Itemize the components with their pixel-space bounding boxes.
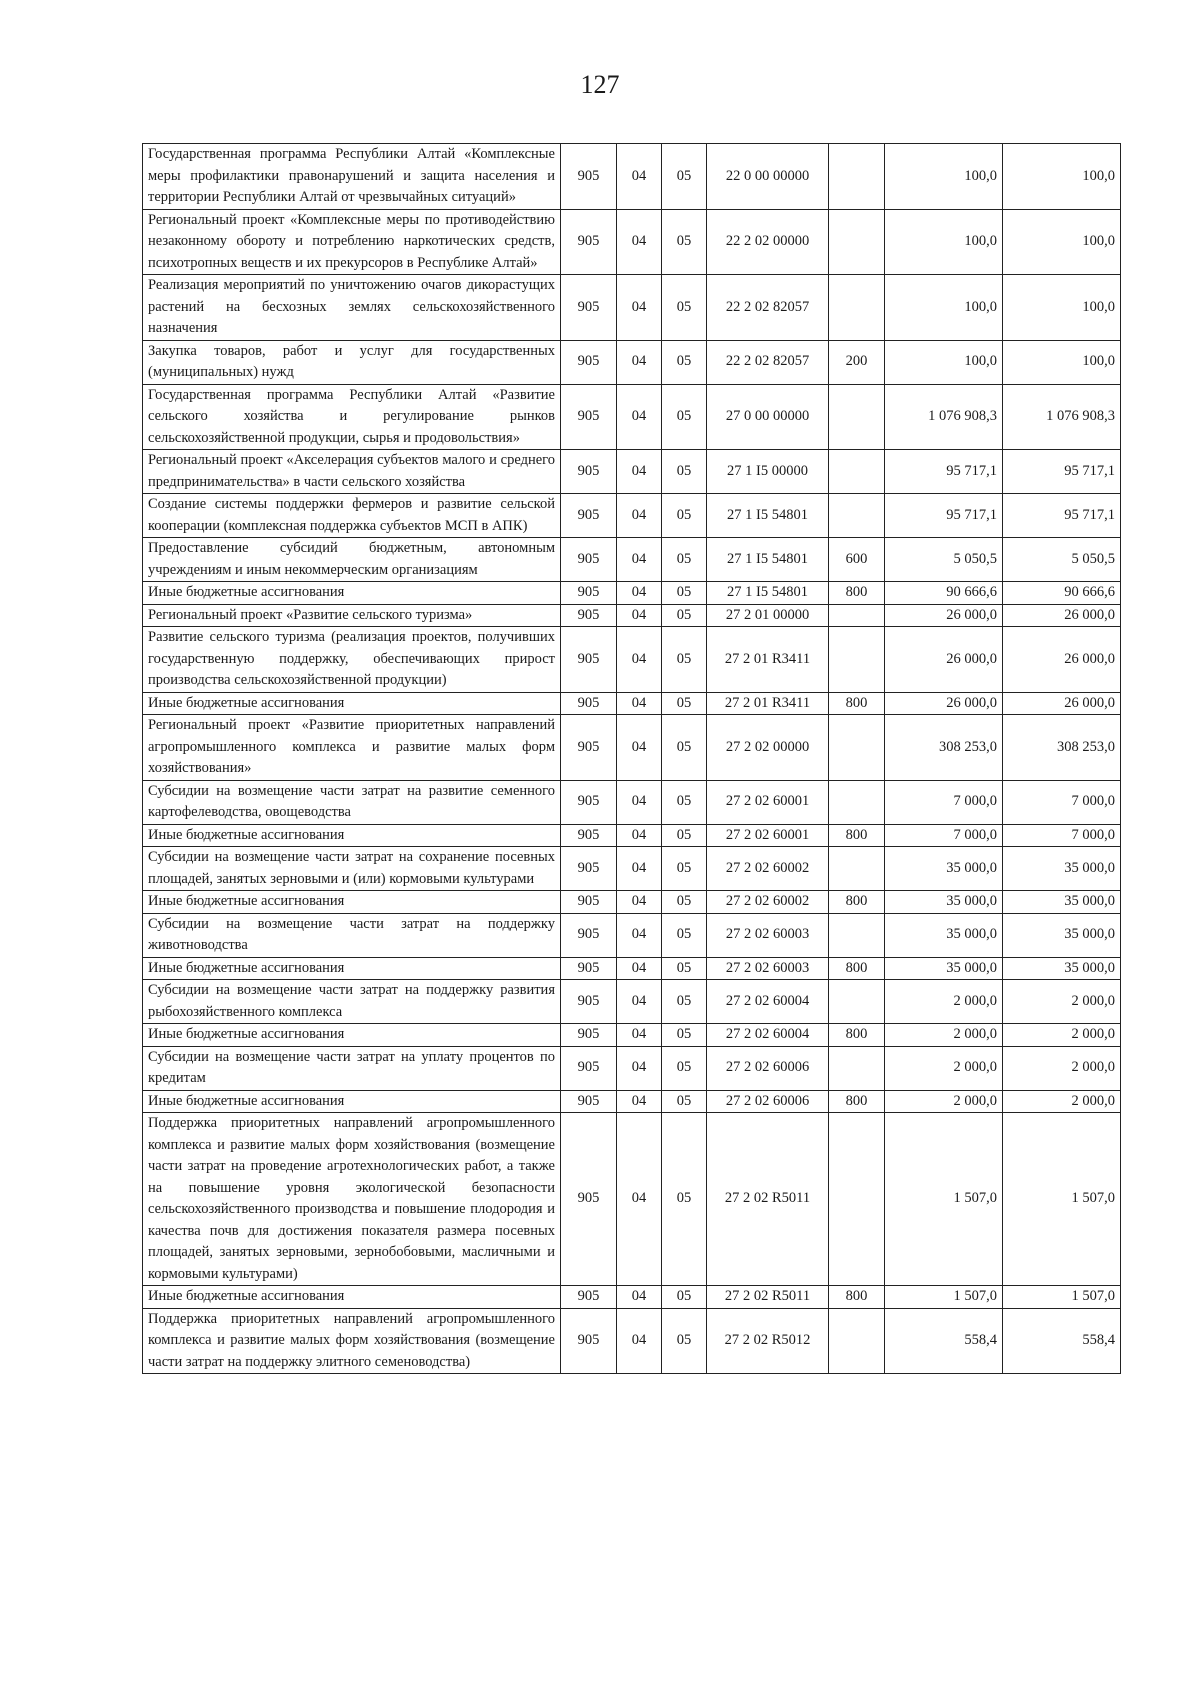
row-amount-year-1: 35 000,0 [885, 847, 1003, 891]
table-row [143, 1024, 1121, 1047]
table-row [143, 209, 1121, 275]
row-grbs-code: 905 [561, 384, 617, 450]
row-section-code: 04 [617, 275, 662, 341]
table-row [143, 692, 1121, 715]
row-subsection-code: 05 [662, 715, 707, 781]
row-amount-year-2: 558,4 [1003, 1308, 1121, 1374]
row-grbs-code: 905 [561, 1286, 617, 1309]
row-expense-type-code [829, 847, 885, 891]
row-target-article-code: 27 1 I5 54801 [707, 582, 829, 605]
row-section-code: 04 [617, 340, 662, 384]
row-amount-year-2: 7 000,0 [1003, 824, 1121, 847]
row-target-article-code: 27 2 02 60002 [707, 891, 829, 914]
row-section-code: 04 [617, 913, 662, 957]
row-amount-year-1: 26 000,0 [885, 692, 1003, 715]
row-amount-year-2: 1 507,0 [1003, 1113, 1121, 1286]
table-row [143, 913, 1121, 957]
row-target-article-code: 27 2 02 60006 [707, 1090, 829, 1113]
row-amount-year-2: 90 666,6 [1003, 582, 1121, 605]
row-name: Закупка товаров, работ и услуг для государственных (муниципальных) нужд [143, 340, 561, 384]
row-grbs-code: 905 [561, 847, 617, 891]
row-amount-year-1: 1 507,0 [885, 1286, 1003, 1309]
table-row [143, 1046, 1121, 1090]
row-subsection-code: 05 [662, 1308, 707, 1374]
row-amount-year-1: 308 253,0 [885, 715, 1003, 781]
row-name: Предоставление субсидий бюджетным, автономным учреждениям и иным некоммерческим организациям [143, 538, 561, 582]
table-row [143, 340, 1121, 384]
row-amount-year-2: 308 253,0 [1003, 715, 1121, 781]
row-amount-year-1: 558,4 [885, 1308, 1003, 1374]
row-target-article-code: 27 2 02 R5011 [707, 1113, 829, 1286]
row-section-code: 04 [617, 1308, 662, 1374]
row-grbs-code: 905 [561, 538, 617, 582]
table-row [143, 538, 1121, 582]
table-row [143, 582, 1121, 605]
row-section-code: 04 [617, 627, 662, 693]
table-row [143, 780, 1121, 824]
row-name: Создание системы поддержки фермеров и развитие сельской кооперации (комплексная поддержка субъектов МСП в АПК) [143, 494, 561, 538]
row-subsection-code: 05 [662, 627, 707, 693]
row-grbs-code: 905 [561, 1046, 617, 1090]
row-section-code: 04 [617, 1024, 662, 1047]
row-grbs-code: 905 [561, 450, 617, 494]
row-amount-year-1: 26 000,0 [885, 627, 1003, 693]
row-target-article-code: 27 1 I5 54801 [707, 538, 829, 582]
row-name: Региональный проект «Развитие сельского туризма» [143, 604, 561, 627]
row-subsection-code: 05 [662, 780, 707, 824]
row-target-article-code: 27 2 02 60004 [707, 980, 829, 1024]
row-name: Иные бюджетные ассигнования [143, 1286, 561, 1309]
row-subsection-code: 05 [662, 980, 707, 1024]
row-expense-type-code [829, 1113, 885, 1286]
row-section-code: 04 [617, 780, 662, 824]
table-row [143, 980, 1121, 1024]
row-expense-type-code [829, 209, 885, 275]
row-grbs-code: 905 [561, 1308, 617, 1374]
row-amount-year-1: 35 000,0 [885, 957, 1003, 980]
row-amount-year-2: 35 000,0 [1003, 847, 1121, 891]
row-amount-year-1: 7 000,0 [885, 824, 1003, 847]
row-target-article-code: 27 1 I5 54801 [707, 494, 829, 538]
row-name: Субсидии на возмещение части затрат на поддержку животноводства [143, 913, 561, 957]
page-number: 127 [580, 70, 620, 99]
row-subsection-code: 05 [662, 1024, 707, 1047]
row-expense-type-code [829, 450, 885, 494]
table-row [143, 715, 1121, 781]
table-row [143, 144, 1121, 210]
row-expense-type-code [829, 980, 885, 1024]
row-amount-year-2: 2 000,0 [1003, 1024, 1121, 1047]
row-section-code: 04 [617, 824, 662, 847]
row-expense-type-code: 800 [829, 1090, 885, 1113]
row-expense-type-code: 800 [829, 957, 885, 980]
row-expense-type-code [829, 1046, 885, 1090]
row-amount-year-2: 1 507,0 [1003, 1286, 1121, 1309]
row-subsection-code: 05 [662, 450, 707, 494]
row-target-article-code: 27 2 01 R3411 [707, 692, 829, 715]
row-subsection-code: 05 [662, 891, 707, 914]
row-subsection-code: 05 [662, 275, 707, 341]
row-section-code: 04 [617, 209, 662, 275]
row-subsection-code: 05 [662, 340, 707, 384]
row-grbs-code: 905 [561, 891, 617, 914]
row-subsection-code: 05 [662, 582, 707, 605]
row-expense-type-code: 800 [829, 692, 885, 715]
row-expense-type-code: 800 [829, 1024, 885, 1047]
row-amount-year-2: 2 000,0 [1003, 980, 1121, 1024]
row-expense-type-code: 800 [829, 891, 885, 914]
row-section-code: 04 [617, 891, 662, 914]
row-amount-year-1: 2 000,0 [885, 1024, 1003, 1047]
row-name: Реализация мероприятий по уничтожению очагов дикорастущих растений на бесхозных землях сельскохозяйственного назначения [143, 275, 561, 341]
table-row [143, 627, 1121, 693]
row-amount-year-1: 100,0 [885, 275, 1003, 341]
row-subsection-code: 05 [662, 494, 707, 538]
row-grbs-code: 905 [561, 627, 617, 693]
row-name: Иные бюджетные ассигнования [143, 1024, 561, 1047]
row-expense-type-code [829, 275, 885, 341]
row-section-code: 04 [617, 384, 662, 450]
row-subsection-code: 05 [662, 538, 707, 582]
row-amount-year-2: 100,0 [1003, 144, 1121, 210]
row-name: Субсидии на возмещение части затрат на поддержку развития рыбохозяйственного комплекса [143, 980, 561, 1024]
row-section-code: 04 [617, 144, 662, 210]
row-target-article-code: 27 2 02 60001 [707, 824, 829, 847]
row-name: Иные бюджетные ассигнования [143, 692, 561, 715]
row-amount-year-2: 26 000,0 [1003, 692, 1121, 715]
row-target-article-code: 22 2 02 82057 [707, 275, 829, 341]
row-section-code: 04 [617, 1286, 662, 1309]
row-amount-year-1: 35 000,0 [885, 913, 1003, 957]
row-amount-year-2: 100,0 [1003, 275, 1121, 341]
row-grbs-code: 905 [561, 957, 617, 980]
budget-table-body [143, 144, 1121, 1374]
row-target-article-code: 27 1 I5 00000 [707, 450, 829, 494]
row-amount-year-1: 100,0 [885, 340, 1003, 384]
row-subsection-code: 05 [662, 1090, 707, 1113]
row-amount-year-1: 95 717,1 [885, 494, 1003, 538]
row-name: Региональный проект «Развитие приоритетных направлений агропромышленного комплекса и развитие малых форм хозяйствования» [143, 715, 561, 781]
row-amount-year-1: 100,0 [885, 209, 1003, 275]
row-section-code: 04 [617, 538, 662, 582]
row-amount-year-1: 2 000,0 [885, 1090, 1003, 1113]
row-target-article-code: 22 2 02 00000 [707, 209, 829, 275]
row-amount-year-1: 100,0 [885, 144, 1003, 210]
row-section-code: 04 [617, 692, 662, 715]
table-row [143, 494, 1121, 538]
row-target-article-code: 27 2 02 60004 [707, 1024, 829, 1047]
row-subsection-code: 05 [662, 1286, 707, 1309]
row-grbs-code: 905 [561, 494, 617, 538]
row-grbs-code: 905 [561, 824, 617, 847]
row-name: Государственная программа Республики Алтай «Комплексные меры профилактики правонарушений и защита населения и территории Республики Алтай от чрезвычайных ситуаций» [143, 144, 561, 210]
row-target-article-code: 27 2 02 R5011 [707, 1286, 829, 1309]
row-amount-year-2: 100,0 [1003, 340, 1121, 384]
row-expense-type-code [829, 780, 885, 824]
row-section-code: 04 [617, 957, 662, 980]
table-row [143, 847, 1121, 891]
row-grbs-code: 905 [561, 1113, 617, 1286]
row-grbs-code: 905 [561, 1024, 617, 1047]
row-name: Иные бюджетные ассигнования [143, 1090, 561, 1113]
row-amount-year-1: 2 000,0 [885, 980, 1003, 1024]
row-amount-year-2: 2 000,0 [1003, 1090, 1121, 1113]
table-row [143, 1308, 1121, 1374]
row-name: Субсидии на возмещение части затрат на сохранение посевных площадей, занятых зерновыми и (или) кормовыми культурами [143, 847, 561, 891]
row-section-code: 04 [617, 604, 662, 627]
row-section-code: 04 [617, 450, 662, 494]
row-expense-type-code [829, 494, 885, 538]
row-amount-year-1: 2 000,0 [885, 1046, 1003, 1090]
row-amount-year-2: 5 050,5 [1003, 538, 1121, 582]
row-expense-type-code [829, 913, 885, 957]
row-target-article-code: 27 2 02 60003 [707, 957, 829, 980]
row-section-code: 04 [617, 980, 662, 1024]
row-amount-year-1: 1 507,0 [885, 1113, 1003, 1286]
row-amount-year-2: 95 717,1 [1003, 494, 1121, 538]
row-section-code: 04 [617, 715, 662, 781]
row-target-article-code: 27 2 02 R5012 [707, 1308, 829, 1374]
table-row [143, 1090, 1121, 1113]
row-target-article-code: 27 0 00 00000 [707, 384, 829, 450]
row-expense-type-code [829, 627, 885, 693]
row-target-article-code: 22 0 00 00000 [707, 144, 829, 210]
row-name: Субсидии на возмещение части затрат на развитие семенного картофелеводства, овощеводства [143, 780, 561, 824]
row-expense-type-code: 800 [829, 1286, 885, 1309]
row-name: Субсидии на возмещение части затрат на уплату процентов по кредитам [143, 1046, 561, 1090]
row-grbs-code: 905 [561, 980, 617, 1024]
table-row [143, 604, 1121, 627]
row-target-article-code: 27 2 02 00000 [707, 715, 829, 781]
row-name: Поддержка приоритетных направлений агропромышленного комплекса и развитие малых форм хозяйствования (возмещение части затрат на проведение агротехнологических работ, а также на повышение уровня экологической безопасности сельскохозяйственного производства и повышение плодородия и качества почв для достижения показателя размера посевных площадей, занятых зерновыми, зернобобовыми, масличными и кормовыми культурами) [143, 1113, 561, 1286]
row-subsection-code: 05 [662, 957, 707, 980]
row-subsection-code: 05 [662, 824, 707, 847]
row-grbs-code: 905 [561, 582, 617, 605]
row-amount-year-2: 35 000,0 [1003, 891, 1121, 914]
row-grbs-code: 905 [561, 1090, 617, 1113]
row-target-article-code: 27 2 02 60006 [707, 1046, 829, 1090]
row-name: Иные бюджетные ассигнования [143, 824, 561, 847]
row-amount-year-1: 95 717,1 [885, 450, 1003, 494]
row-name: Региональный проект «Акселерация субъектов малого и среднего предпринимательства» в части сельского хозяйства [143, 450, 561, 494]
row-amount-year-2: 26 000,0 [1003, 627, 1121, 693]
row-subsection-code: 05 [662, 1113, 707, 1286]
row-name: Государственная программа Республики Алтай «Развитие сельского хозяйства и регулирование рынков сельскохозяйственной продукции, сырья и продовольствия» [143, 384, 561, 450]
table-row [143, 450, 1121, 494]
row-amount-year-2: 1 076 908,3 [1003, 384, 1121, 450]
row-subsection-code: 05 [662, 692, 707, 715]
row-section-code: 04 [617, 494, 662, 538]
row-grbs-code: 905 [561, 340, 617, 384]
row-subsection-code: 05 [662, 604, 707, 627]
row-target-article-code: 27 2 01 00000 [707, 604, 829, 627]
row-subsection-code: 05 [662, 847, 707, 891]
row-expense-type-code [829, 715, 885, 781]
table-row [143, 957, 1121, 980]
row-grbs-code: 905 [561, 692, 617, 715]
row-expense-type-code [829, 1308, 885, 1374]
row-section-code: 04 [617, 1090, 662, 1113]
row-name: Региональный проект «Комплексные меры по противодействию незаконному обороту и потреблению наркотических средств, психотропных веществ и их прекурсоров в Республике Алтай» [143, 209, 561, 275]
table-row [143, 275, 1121, 341]
row-target-article-code: 27 2 02 60003 [707, 913, 829, 957]
row-amount-year-1: 26 000,0 [885, 604, 1003, 627]
row-grbs-code: 905 [561, 715, 617, 781]
row-grbs-code: 905 [561, 604, 617, 627]
row-amount-year-1: 1 076 908,3 [885, 384, 1003, 450]
budget-table [142, 143, 1121, 1374]
row-amount-year-2: 26 000,0 [1003, 604, 1121, 627]
row-expense-type-code: 800 [829, 824, 885, 847]
table-row [143, 1286, 1121, 1309]
row-target-article-code: 27 2 02 60001 [707, 780, 829, 824]
row-grbs-code: 905 [561, 913, 617, 957]
row-name: Поддержка приоритетных направлений агропромышленного комплекса и развитие малых форм хозяйствования (возмещение части затрат на поддержку элитного семеноводства) [143, 1308, 561, 1374]
row-subsection-code: 05 [662, 209, 707, 275]
row-name: Иные бюджетные ассигнования [143, 891, 561, 914]
table-row [143, 384, 1121, 450]
row-target-article-code: 27 2 02 60002 [707, 847, 829, 891]
row-expense-type-code [829, 604, 885, 627]
row-subsection-code: 05 [662, 384, 707, 450]
row-amount-year-1: 7 000,0 [885, 780, 1003, 824]
row-grbs-code: 905 [561, 144, 617, 210]
row-amount-year-2: 95 717,1 [1003, 450, 1121, 494]
row-target-article-code: 27 2 01 R3411 [707, 627, 829, 693]
row-amount-year-1: 5 050,5 [885, 538, 1003, 582]
row-expense-type-code: 800 [829, 582, 885, 605]
row-grbs-code: 905 [561, 209, 617, 275]
row-amount-year-1: 35 000,0 [885, 891, 1003, 914]
row-section-code: 04 [617, 847, 662, 891]
row-amount-year-2: 35 000,0 [1003, 957, 1121, 980]
row-section-code: 04 [617, 582, 662, 605]
table-row [143, 824, 1121, 847]
row-name: Развитие сельского туризма (реализация проектов, получивших государственную поддержку, обеспечивающих прирост производства сельскохозяйственной продукции) [143, 627, 561, 693]
row-expense-type-code [829, 144, 885, 210]
row-target-article-code: 22 2 02 82057 [707, 340, 829, 384]
row-section-code: 04 [617, 1046, 662, 1090]
row-amount-year-2: 100,0 [1003, 209, 1121, 275]
row-name: Иные бюджетные ассигнования [143, 957, 561, 980]
row-subsection-code: 05 [662, 913, 707, 957]
row-amount-year-2: 2 000,0 [1003, 1046, 1121, 1090]
row-expense-type-code: 200 [829, 340, 885, 384]
row-subsection-code: 05 [662, 1046, 707, 1090]
row-grbs-code: 905 [561, 780, 617, 824]
row-grbs-code: 905 [561, 275, 617, 341]
table-row [143, 1113, 1121, 1286]
row-amount-year-2: 35 000,0 [1003, 913, 1121, 957]
row-section-code: 04 [617, 1113, 662, 1286]
row-subsection-code: 05 [662, 144, 707, 210]
row-amount-year-1: 90 666,6 [885, 582, 1003, 605]
row-expense-type-code: 600 [829, 538, 885, 582]
row-expense-type-code [829, 384, 885, 450]
row-name: Иные бюджетные ассигнования [143, 582, 561, 605]
table-row [143, 891, 1121, 914]
row-amount-year-2: 7 000,0 [1003, 780, 1121, 824]
